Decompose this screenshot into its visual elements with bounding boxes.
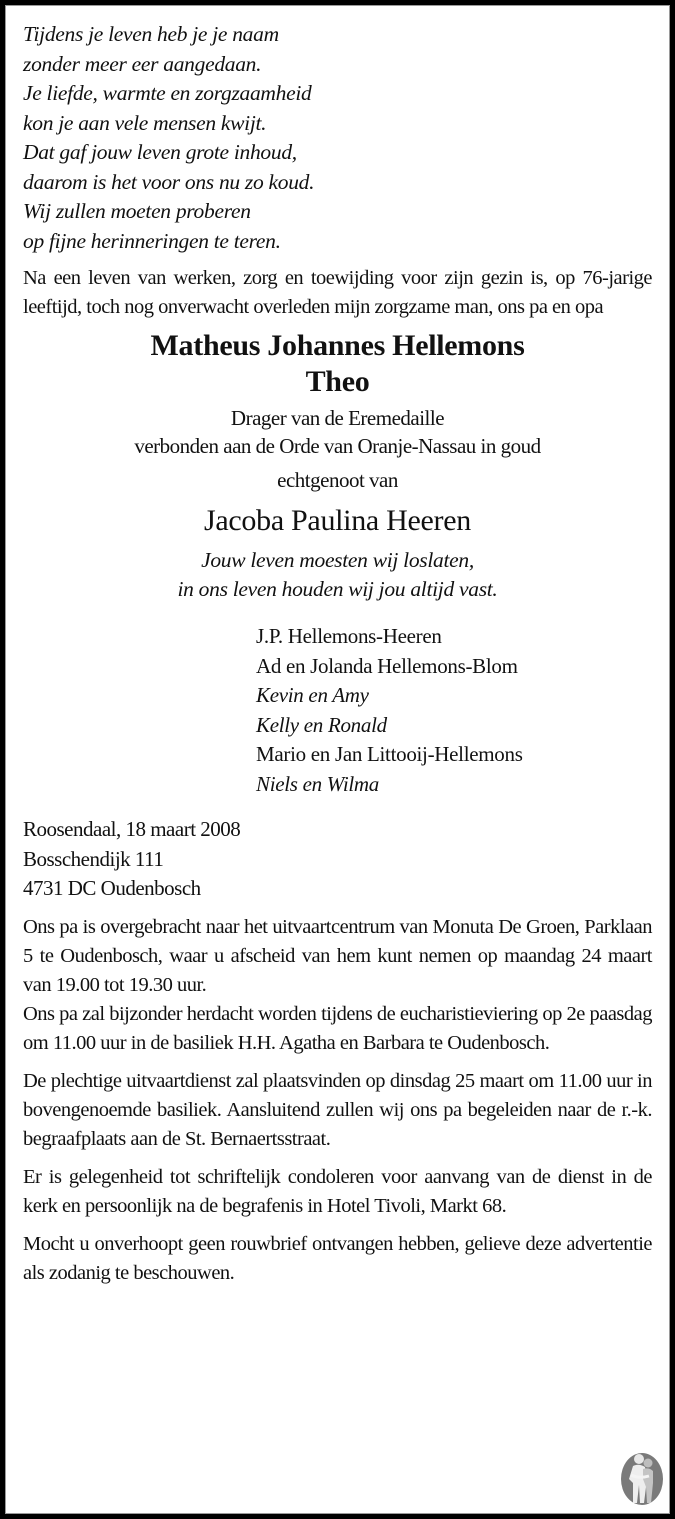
honor-line-2: verbonden aan de Orde van Oranje-Nassau in goud [134, 434, 541, 458]
family-member: Niels en Wilma [256, 771, 379, 796]
family-member: Ad en Jolanda Hellemons-Blom [256, 653, 518, 678]
quote-line-1: Jouw leven moesten wij loslaten, [201, 548, 474, 572]
notice-paragraph: Mocht u onverhoopt geen rouwbrief ontvangen hebben, gelieve deze advertentie als zodanig te beschouwen. [23, 1232, 652, 1284]
spouse-name: Jacoba Paulina Heeren [204, 504, 471, 537]
viewing-paragraph: Ons pa is overgebracht naar het uitvaartcentrum van Monuta De Groen, Parklaan 5 te Oudenbosch, waar u afscheid van hem kunt nemen op maandag 24 maart van 19.00 tot 19.30 uur. [23, 915, 652, 996]
family-list [256, 622, 652, 799]
quote-line-2: in ons leven houden wij jou altijd vast. [177, 577, 498, 601]
poem-line: Tijdens je leven heb je je naam [23, 22, 279, 46]
poem-line: Je liefde, warmte en zorgzaamheid [23, 81, 312, 105]
intro-paragraph: Na een leven van werken, zorg en toewijding voor zijn gezin is, op 76-jarige leeftijd, toch nog onverwacht overleden mijn zorgzame man, ons pa en opa [23, 267, 652, 318]
family-member: Kevin en Amy [256, 683, 369, 707]
family-member: J.P. Hellemons-Heeren [256, 624, 442, 648]
embracing-figures-icon [619, 1449, 665, 1505]
deceased-full-name: Matheus Johannes Hellemons [150, 329, 525, 362]
place-date: Roosendaal, 18 maart 2008 [23, 817, 241, 841]
honor-line-1: Drager van de Eremedaille [230, 406, 445, 430]
condolence-paragraph: Er is gelegenheid tot schriftelijk condoleren voor aanvang van de dienst in de kerk en persoonlijk na de begrafenis in Hotel Tivoli, Markt 68. [23, 1165, 652, 1217]
postal-city: 4731 DC Oudenbosch [23, 876, 201, 900]
service-paragraph: De plechtige uitvaartdienst zal plaatsvinden op dinsdag 25 maart om 11.00 uur in bovengenoemde basiliek. Aansluitend zullen wij ons pa begeleiden naar de r.-k. begraafplaats aan de St. Bernaertsstraat. [23, 1069, 652, 1150]
relation-label: echtgenoot van [277, 468, 398, 492]
family-member: Kelly en Ronald [256, 712, 387, 737]
remembrance-paragraph: Ons pa zal bijzonder herdacht worden tijdens de eucharistieviering op 2e paasdag om 11.00 uur in de basiliek H.H. Agatha en Barbara te Oudenbosch. [23, 1002, 652, 1054]
poem-line: kon je aan vele mensen kwijt. [23, 110, 267, 135]
poem-line: Wij zullen moeten proberen [23, 199, 251, 223]
family-member: Mario en Jan Littooij-Hellemons [256, 742, 523, 766]
poem [23, 20, 652, 256]
deceased-nickname: Theo [305, 365, 370, 398]
obituary-card [5, 5, 670, 1514]
address-block [23, 815, 652, 904]
street: Bosschendijk 111 [23, 846, 164, 871]
poem-line: daarom is het voor ons nu zo koud. [23, 169, 315, 194]
poem-line: zonder meer eer aangedaan. [23, 51, 262, 76]
poem-line: Dat gaf jouw leven grote inhoud, [23, 140, 297, 164]
poem-line: op fijne herinneringen te teren. [23, 228, 281, 253]
